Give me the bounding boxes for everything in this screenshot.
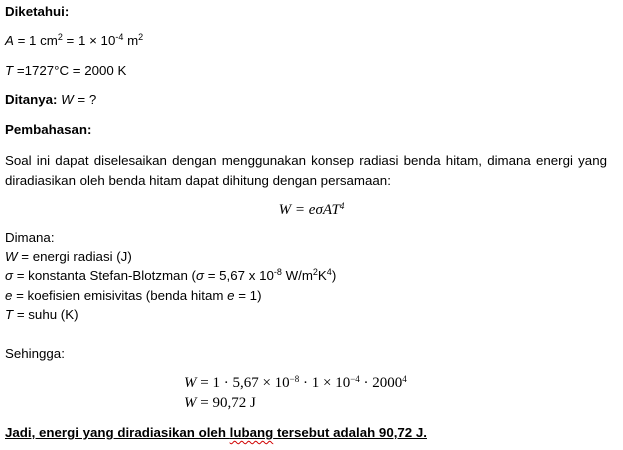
asked-line [5,92,96,109]
calc-line1-exp2: −4 [350,374,360,385]
area-unit: m [123,33,139,48]
var-a: A [5,33,14,48]
formula-exp: 4 [339,201,345,212]
calc-line1-mid: · 1 × 10 [299,375,351,391]
def-sigma-value: = 5,67 x 10 [204,268,274,283]
heading-diketahui: Diketahui: [5,4,70,19]
def-w [5,249,132,266]
temperature-value: =1727°C = 2000 K [13,63,127,78]
area-value: = 1 cm [13,33,58,48]
def-sigma-var: σ [5,268,14,283]
def-sigma-unit-k: K [317,268,327,283]
spellcheck-flagged-word[interactable]: lubang [229,425,274,440]
calc-line1-rhs: = 1 · 5,67 × 10 [196,375,290,391]
conclusion-text-1: Jadi, energi yang diradiasikan oleh [5,425,230,440]
heading-pembahasan: Pembahasan: [5,122,92,137]
def-t [5,307,79,324]
def-sigma-unit-exp2: 4 [326,267,332,278]
heading-dimana: Dimana: [5,230,55,245]
given-temperature [5,63,126,80]
calc-line-2 [184,394,256,413]
heading-ditanya: Ditanya: [5,92,62,107]
area-unit-exp: 2 [138,32,144,43]
given-area [5,33,143,50]
def-e-var-inline: e [227,288,235,303]
def-sigma-exp: -8 [273,267,282,278]
def-e-desc-end: = 1) [234,288,262,303]
calc-line1-exp1: −8 [289,374,300,385]
formula-lhs: W [278,202,292,218]
var-w: W [61,92,74,107]
area-power: -4 [115,32,124,43]
def-w-desc: = energi radiasi (J) [17,249,132,264]
formula-rhs: = eσAT [291,202,340,218]
calc-line2-rhs: = 90,72 J [196,395,256,411]
def-e-desc: = koefisien emisivitas (benda hitam [12,288,228,303]
area-conversion: = 1 × 10 [62,33,116,48]
def-t-desc: = suhu (K) [13,307,79,322]
def-sigma-desc: = konstanta Stefan-Blotzman ( [13,268,196,283]
conclusion-text-2: tersebut adalah 90,72 J. [273,425,427,440]
calc-line1-exp3: 4 [402,374,407,385]
def-sigma-var-inline: σ [195,268,204,283]
explanation-paragraph: Soal ini dapat diselesaikan dengan menggunakan konsep radiasi benda hitam, dimana energi yang diradiasikan oleh benda hitam dapat dihitung dengan persamaan: [5,153,607,188]
area-exp: 2 [57,32,63,43]
calc-line2-lhs: W [184,395,197,411]
main-formula [0,201,623,220]
def-t-var: T [5,307,14,322]
calc-line1-lhs: W [184,375,197,391]
var-t: T [5,63,14,78]
calc-line1-end: · 2000 [359,375,403,391]
def-e [5,288,262,305]
conclusion [5,425,427,442]
def-sigma-unit-exp1: 2 [312,267,318,278]
def-e-var: e [5,288,13,303]
def-w-var: W [5,249,18,264]
asked-rest: = ? [73,92,97,107]
def-sigma [5,268,336,285]
def-sigma-close: ) [331,268,337,283]
calc-line-1 [184,374,407,393]
heading-sehingga: Sehingga: [5,346,65,361]
def-sigma-unit: W/m [281,268,313,283]
